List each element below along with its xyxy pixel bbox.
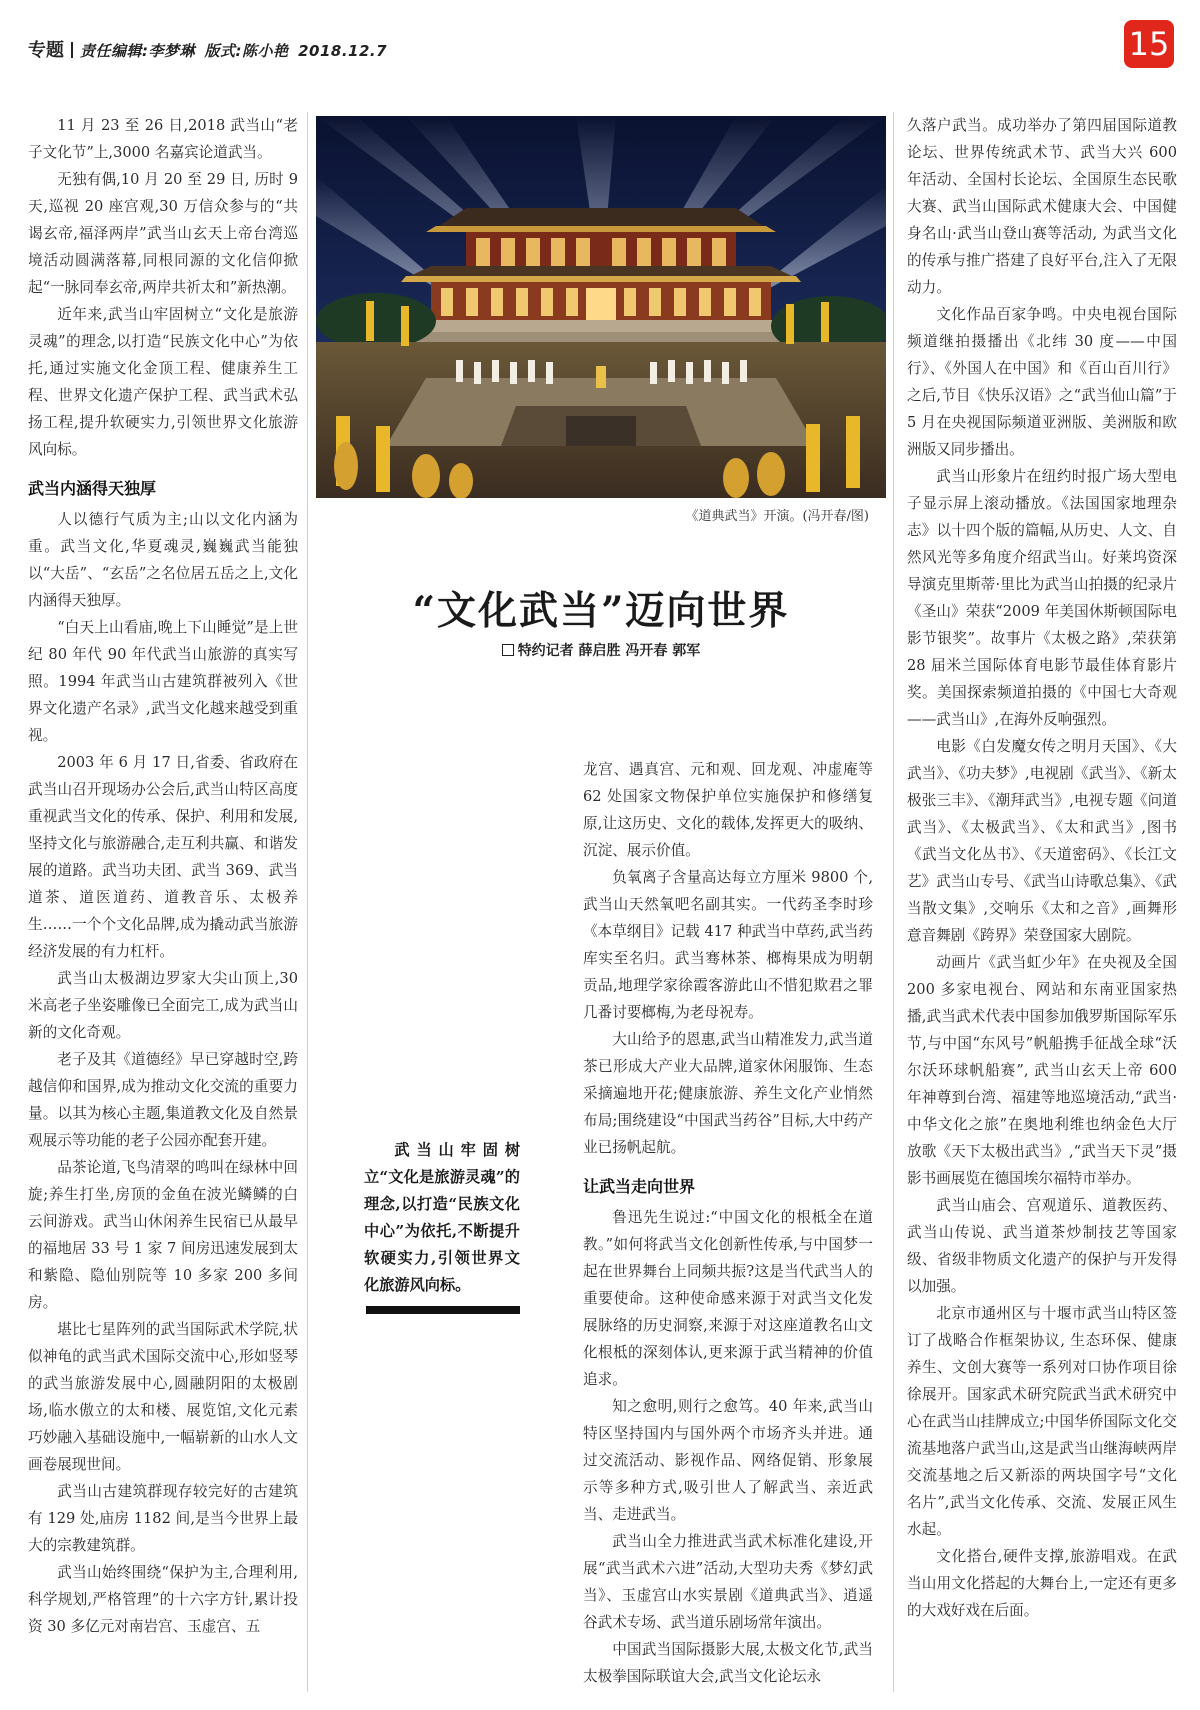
paragraph: “白天上山看庙,晚上下山睡觉”是上世纪 80 年代 90 年代武当山旅游的真实写照。1994 年武当山古建筑群被列入《世界文化遗产名录》,武当文化越来越受到重视。 [28, 619, 298, 744]
paragraph: 武当山始终围绕“保护为主,合理利用,科学规划,严格管理”的十六字方针,累计投资 30 多亿元对南岩宫、玉虚宫、五 [28, 1564, 298, 1635]
layout-credit: 版式:陈小艳 [204, 42, 289, 60]
byline [316, 640, 886, 660]
performance-photo [316, 116, 886, 498]
temple-hall [376, 208, 826, 342]
paragraph: 电影《白发魔女传之明月天国》、《大武当》、《功夫梦》,电视剧《武当》、《新太极张三丰》、《潮拜武当》,电视专题《问道武当》、《太极武当》、《太和武当》,图书《武当文化丛书》、《天道密码》、《长江文艺》武当山专号、《武当山诗歌总集》、《武当散文集》,交响乐《太和之音》,画舞形意音舞剧《跨界》荣登国家大剧院。 [907, 738, 1177, 944]
paragraph: 2003 年 6 月 17 日,省委、省政府在武当山召开现场办公会后,武当山特区高度重视武当文化的传承、保护、利用和发展,坚持文化与旅游融合,走互利共赢、和谐发展的道路。武当功夫团、武当 369、武当道茶、道医道药、道教音乐、太极养生……一个个文化品牌,成为撬动武当旅游经济发展的有力杠杆。 [28, 754, 298, 960]
pull-quote: 武当山牢固树立“文化是旅游灵魂”的理念,以打造“民族文化中心”为依托,不断提升软硬实力,引领世界文化旅游风向标。 [364, 1141, 520, 1294]
paragraph: 武当山太极湖边罗家大尖山顶上,30 米高老子坐姿雕像已全面完工,成为武当山新的文化奇观。 [28, 970, 298, 1041]
article-column-left [28, 112, 298, 1640]
issue-date: 2018.12.7 [298, 42, 388, 60]
paragraph: 武当山古建筑群现存较完好的古建筑有 129 处,庙房 1182 间,是当今世界上最大的宗教建筑群。 [28, 1483, 298, 1554]
paragraph: 武当山全力推进武当武术标准化建设,开展“武当武术六进”活动,大型功夫秀《梦幻武当》、玉虚宫山水实景剧《道典武当》、逍遥谷武术专场、武当道乐剧场常年演出。 [583, 1533, 873, 1631]
paragraph: 久落户武当。成功举办了第四届国际道教论坛、世界传统武术节、武当大兴 600 年活动、全国村长论坛、全国原生态民歌大赛、武当山国际武术健康大会、中国健身名山·武当山登山赛等活动, 为武当文化的传承与推广搭建了良好平台,注入了无限动力。 [907, 117, 1177, 296]
byline-text: 特约记者 薛启胜 冯开春 郭军 [517, 643, 701, 659]
paragraph: 龙宫、遇真宫、元和观、回龙观、冲虚庵等 62 处国家文物保护单位实施保护和修缮复原,让这历史、文化的载体,发挥更大的吸纳、沉淀、展示价值。 [583, 761, 873, 859]
paragraph: 老子及其《道德经》早已穿越时空,跨越信仰和国界,成为推动文化交流的重要力量。以其为核心主题,集道教文化及自然景观展示等功能的老子公园亦配套开建。 [28, 1051, 298, 1149]
paragraph: 文化作品百家争鸣。中央电视台国际频道继拍摄播出《北纬 30 度——中国行》、《外国人在中国》和《百山百川行》之后,节目《快乐汉语》之“武当仙山篇”于 5 月在央视国际频道亚洲版、美洲版和欧洲版又同步播出。 [907, 306, 1177, 458]
paragraph: 鲁迅先生说过:“中国文化的根柢全在道教。”如何将武当文化创新性传承,与中国梦一起在世界舞台上同频共振?这是当代武当人的重要使命。这种使命感来源于对武当文化发展脉络的历史洞察,来源于对这座道教名山文化根柢的深刻体认,更来源于武当精神的价值追求。 [583, 1209, 873, 1388]
photo-caption: 《道典武当》开演。(冯开春/图) [685, 509, 869, 524]
article-title: “文化武当”迈向世界 [412, 588, 790, 634]
paragraph: 动画片《武当虹少年》在央视及全国 200 多家电视台、网站和东南亚国家热播,武当武术代表中国参加俄罗斯国际军乐节,与中国“东风号”帆船携手征战全球“沃尔沃环球帆船赛”, 武当山玄天上帝 600 年神尊到台湾、福建等地巡境活动,“武当·中华文化之旅”在奥地利维也纳金色大厅放歌《天下太极出武当》,“武当天下灵”摄影书画展览在德国埃尔福特市举办。 [907, 954, 1177, 1187]
paragraph: 11 月 23 至 26 日,2018 武当山“老子文化节”上,3000 名嘉宾论道武当。 [28, 117, 298, 161]
paragraph: 人以德行气质为主;山以文化内涵为重。武当文化,华夏魂灵,巍巍武当能独以“大岳”、“玄岳”之名位居五岳之上,文化内涵得天独厚。 [28, 511, 298, 609]
byline-box-icon [502, 644, 514, 656]
editor-credit: 责任编辑:李梦琳 [80, 42, 195, 60]
article-column-middle [583, 756, 873, 1690]
paragraph: 文化搭台,硬件支撑,旅游唱戏。在武当山用文化搭起的大舞台上,一定还有更多的大戏好戏在后面。 [907, 1548, 1177, 1619]
paragraph: 近年来,武当山牢固树立“文化是旅游灵魂”的理念,以打造“民族文化中心”为依托,通过实施文化金顶工程、健康养生工程、世界文化遗产保护工程、武当武术弘扬工程,提升软硬实力,引领世界文化旅游风向标。 [28, 306, 298, 458]
paragraph: 负氧离子含量高达每立方厘米 9800 个,武当山天然氧吧名副其实。一代药圣李时珍《本草纲目》记载 417 种武当中草药,武当药库实至名归。武当骞林茶、榔梅果成为明朝贡品,地理学家徐霞客游此山不惜犯欺君之罪几番讨要榔梅,为老母祝寿。 [583, 869, 873, 1021]
page-header [28, 36, 387, 62]
paragraph: 武当山形象片在纽约时报广场大型电子显示屏上滚动播放。《法国国家地理杂志》以十四个版的篇幅,从历史、人文、自然风光等多角度介绍武当山。好莱坞资深导演克里斯蒂·里比为武当山拍摄的纪录片《圣山》荣获“2009 年美国休斯顿国际电影节银奖”。故事片《太极之路》,荣获第 28 届米兰国际体育电影节最佳体育影片奖。美国探索频道拍摄的《中国七大奇观——武当山》,在海外反响强烈。 [907, 468, 1177, 728]
paragraph: 武当山庙会、宫观道乐、道教医药、武当山传说、武当道茶炒制技艺等国家级、省级非物质文化遗产的保护与开发得以加强。 [907, 1197, 1177, 1295]
paragraph: 堪比七星阵列的武当国际武术学院,状似神龟的武当武术国际交流中心,形如竖琴的武当旅游发展中心,圆融阴阳的太极剧场,临水傲立的太和楼、展览馆,文化元素巧妙融入基础设施中,一幅崭新的山水人文画卷展现世间。 [28, 1321, 298, 1473]
column-divider [893, 112, 894, 1692]
paragraph: 品茶论道,飞鸟清翠的鸣叫在绿林中回旋;养生打坐,房顶的金鱼在波光鳞鳞的白云间游戏。武当山休闲养生民宿已从最早的福地居 33 号 1 家 7 间房迅速发展到太和紫隐、隐仙别院等 10 多家 200 多间房。 [28, 1159, 298, 1311]
pull-quote-bar [366, 1306, 520, 1314]
paragraph: 知之愈明,则行之愈笃。40 年来,武当山特区坚持国内与国外两个市场齐头并进。通过交流活动、影视作品、网络促销、形象展示等多种方式,吸引世人了解武当、亲近武当、走进武当。 [583, 1398, 873, 1523]
subheading: 武当内涵得天独厚 [28, 479, 157, 498]
header-divider [71, 42, 73, 58]
article-column-right [907, 112, 1177, 1624]
page-number: 15 [1124, 20, 1174, 68]
subheading: 让武当走向世界 [583, 1177, 696, 1196]
section-name: 专题 [28, 40, 64, 61]
paragraph: 北京市通州区与十堰市武当山特区签订了战略合作框架协议, 生态环保、健康养生、文创大赛等一系列对口协作项目徐徐展开。国家武术研究院武当武术研究中心在武当山挂牌成立;中国华侨国际文化交流基地落户武当山,这是武当山继海峡两岸交流基地之后又新添的两块国字号“文化名片”,武当文化传承、交流、发展正风生水起。 [907, 1305, 1177, 1538]
paragraph: 大山给予的恩惠,武当山精准发力,武当道茶已形成大产业大品牌,道家休闲服饰、生态采摘遍地开花;健康旅游、养生文化产业悄然布局;围绕建设“中国武当药谷”目标,大中药产业已扬帆起航。 [583, 1031, 873, 1156]
stage-platform [386, 378, 816, 446]
column-divider [307, 112, 308, 1692]
paragraph: 无独有偶,10 月 20 至 29 日, 历时 9 天,巡视 20 座宫观,30 万信众参与的“共谒玄帝,福泽两岸”武当山玄天上帝台湾巡境活动圆满落幕,同根同源的文化信仰掀起“一脉同奉玄帝,两岸共祈太和”新热潮。 [28, 171, 298, 296]
paragraph: 中国武当国际摄影大展,太极文化节,武当太极拳国际联谊大会,武当文化论坛永 [583, 1641, 873, 1685]
